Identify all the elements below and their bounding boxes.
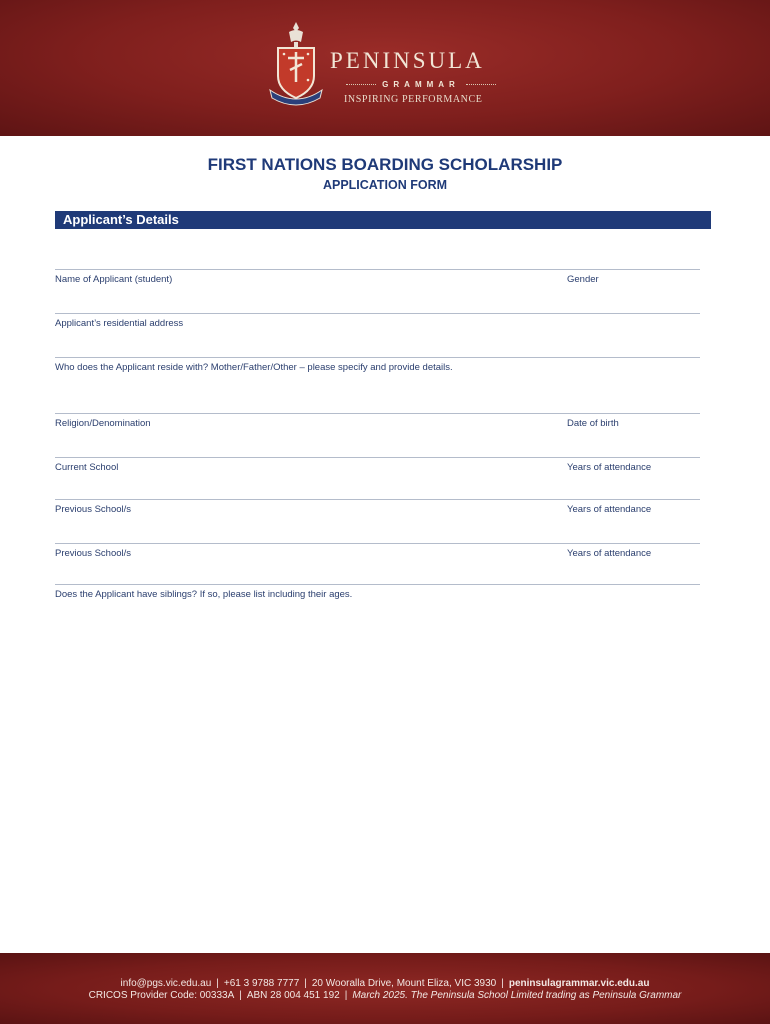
- religion-label: Religion/Denomination: [55, 418, 151, 429]
- footer-email[interactable]: info@pgs.vic.edu.au: [120, 978, 212, 989]
- previous-school-2-label: Previous School/s: [55, 548, 132, 559]
- brand-tagline: INSPIRING PERFORMANCE: [344, 94, 483, 105]
- resides-with-field-line[interactable]: [55, 357, 700, 358]
- document-title: FIRST NATIONS BOARDING SCHOLARSHIP: [207, 155, 563, 174]
- footer-abn: ABN 28 004 451 192: [246, 990, 340, 1001]
- previous-school-2-field-line[interactable]: [55, 543, 700, 544]
- footer-separator: |: [239, 990, 242, 1001]
- brand-subtitle-row: [340, 78, 502, 90]
- brand-subtitle: GRAMMAR: [382, 79, 460, 89]
- name-label: Name of Applicant (student): [55, 274, 173, 285]
- footer-banner: [0, 953, 770, 1024]
- divider: [346, 84, 376, 85]
- footer-address: 20 Wooralla Drive, Mount Eliza, VIC 3930: [311, 978, 497, 989]
- dob-label: Date of birth: [567, 418, 619, 429]
- address-field-line[interactable]: [55, 313, 700, 314]
- current-school-label: Current School: [55, 462, 119, 473]
- document-subtitle: APPLICATION FORM: [322, 178, 448, 192]
- siblings-field-line[interactable]: [55, 584, 700, 585]
- divider: [466, 84, 496, 85]
- footer-cricos: CRICOS Provider Code: 00333A: [88, 990, 235, 1001]
- footer-separator: |: [304, 978, 307, 989]
- footer-separator: |: [501, 978, 504, 989]
- previous-years-1-label: Years of attendance: [567, 504, 652, 515]
- header-banner: [0, 0, 770, 136]
- address-label: Applicant’s residential address: [55, 318, 184, 329]
- siblings-label: Does the Applicant have siblings? If so, please list including their ages.: [55, 589, 353, 600]
- footer-website[interactable]: peninsulagrammar.vic.edu.au: [508, 978, 650, 989]
- footer-separator: |: [216, 978, 219, 989]
- brand-name: PENINSULA: [330, 48, 485, 73]
- current-school-field-line[interactable]: [55, 457, 700, 458]
- name-field-line[interactable]: [55, 269, 700, 270]
- religion-field-line[interactable]: [55, 413, 700, 414]
- current-years-label: Years of attendance: [567, 462, 652, 473]
- footer-legal-line: [0, 990, 770, 1001]
- footer-contact-line: [0, 978, 770, 989]
- footer-phone[interactable]: +61 3 9788 7777: [223, 978, 300, 989]
- previous-school-1-label: Previous School/s: [55, 504, 132, 515]
- footer-note: March 2025. The Peninsula School Limited trading as Peninsula Grammar: [352, 990, 682, 1001]
- section-header: [55, 211, 711, 229]
- gender-label: Gender: [567, 274, 599, 285]
- previous-years-2-label: Years of attendance: [567, 548, 652, 559]
- previous-school-1-field-line[interactable]: [55, 499, 700, 500]
- footer-separator: |: [344, 990, 348, 1001]
- resides-with-label: Who does the Applicant reside with? Mother/Father/Other – please specify and provide details.: [55, 362, 453, 373]
- section-title: Applicant’s Details: [63, 212, 179, 227]
- school-crest-icon: [268, 20, 324, 106]
